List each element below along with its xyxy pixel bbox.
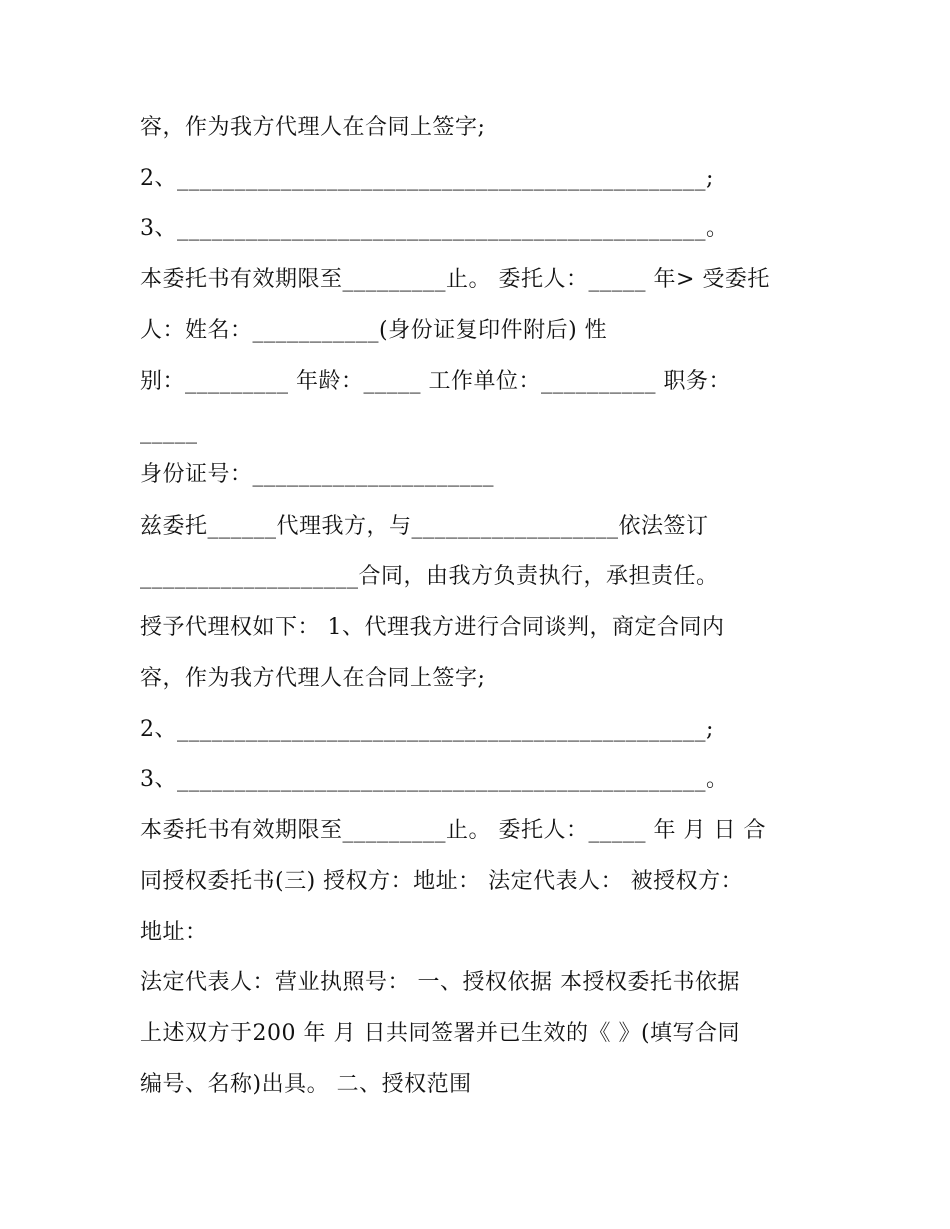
text-line: 编号、名称)出具。 二、授权范围 <box>140 1072 472 1097</box>
text-line: 同授权委托书(三) 授权方：地址： 法定代表人： 被授权方： <box>140 869 744 894</box>
text-line: 2、______________________________________________; <box>140 166 714 191</box>
text-line: ___________________合同，由我方负责执行，承担责任。 <box>140 564 719 589</box>
text-line: 容，作为我方代理人在合同上签字; <box>140 115 486 140</box>
text-line: _____ <box>140 419 198 444</box>
text-line: 本委托书有效期限至_________止。 委托人：_____ 年> 受委托 <box>140 267 770 292</box>
text-line: 本委托书有效期限至_________止。 委托人：_____ 年 月 日 合 <box>140 818 766 843</box>
text-line: 容，作为我方代理人在合同上签字; <box>140 666 486 691</box>
text-line: 3、______________________________________________。 <box>140 767 729 792</box>
text-line: 2、______________________________________________; <box>140 717 714 742</box>
text-line: 3、______________________________________________。 <box>140 216 729 241</box>
text-line: 授予代理权如下： 1、代理我方进行合同谈判，商定合同内 <box>140 615 725 640</box>
text-line: 别：_________ 年龄：_____ 工作单位：__________ 职务： <box>140 369 731 394</box>
text-line: 法定代表人：营业执照号： 一、授权依据 本授权委托书依据 <box>140 970 740 995</box>
text-line: 地址： <box>140 920 208 945</box>
text-line: 身份证号：_____________________ <box>140 462 495 487</box>
text-line: 上述双方于200 年 月 日共同签署并已生效的《 》(填写合同 <box>140 1021 741 1046</box>
text-line: 兹委托______代理我方，与__________________依法签订 <box>140 514 709 539</box>
text-line: 人：姓名：___________(身份证复印件附后) 性 <box>140 318 608 343</box>
